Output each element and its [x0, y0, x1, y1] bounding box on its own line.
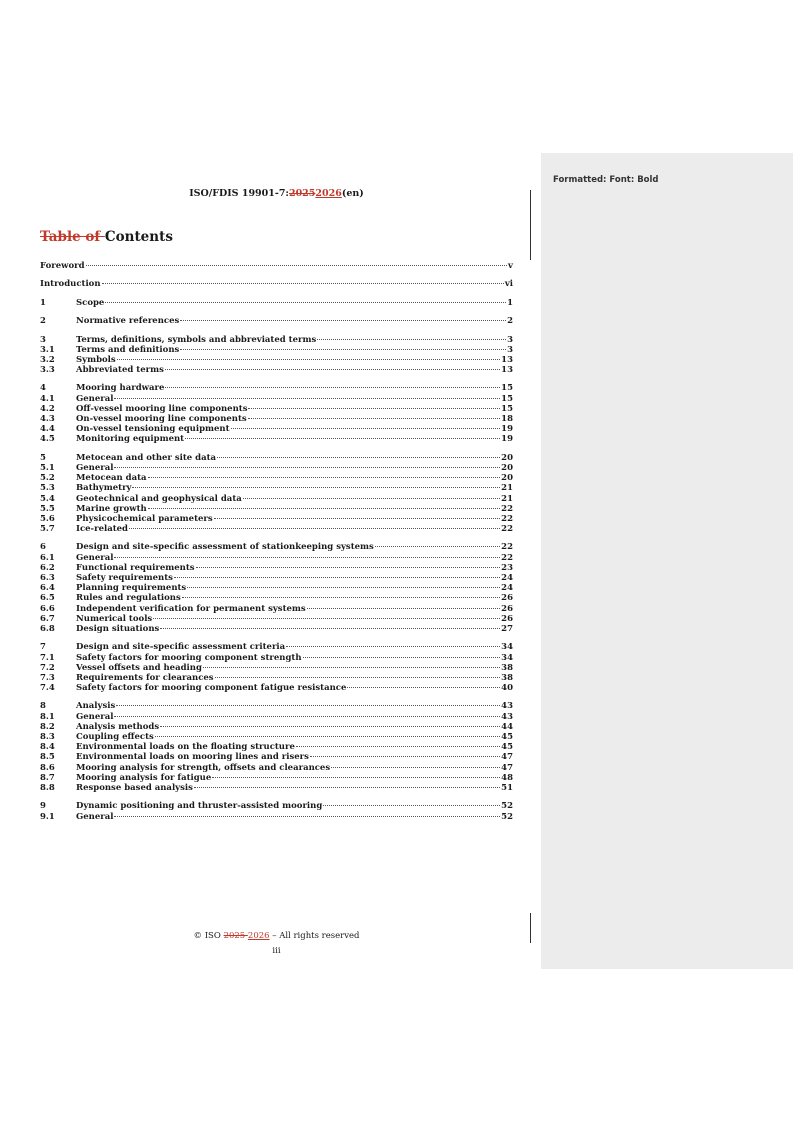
page-number: iii: [272, 946, 281, 956]
toc-entry-page[interactable]: 18: [501, 414, 513, 424]
toc-entry-number: 8.7: [40, 772, 55, 783]
toc-entry-page[interactable]: 24: [501, 583, 513, 594]
toc-entry-page[interactable]: 19: [501, 424, 513, 435]
toc-entry-page[interactable]: 24: [501, 573, 513, 583]
toc-entry-label[interactable]: Vessel offsets and heading: [76, 662, 202, 673]
toc-entry[interactable]: [40, 642, 513, 652]
toc-leader-dots: [248, 417, 500, 419]
toc-entry-page[interactable]: 15: [501, 403, 513, 414]
toc-entry-page[interactable]: 43: [501, 701, 513, 712]
toc-entry-page[interactable]: 44: [501, 721, 513, 732]
toc-entry-page[interactable]: 51: [501, 782, 513, 793]
toc-entry[interactable]: [40, 583, 513, 593]
toc-leader-dots: [310, 755, 500, 757]
change-bar: [530, 190, 531, 260]
toc-leader-dots: [286, 645, 500, 647]
toc-entry-number: 8.1: [40, 711, 55, 722]
toc-entry-page[interactable]: 43: [501, 711, 513, 722]
toc-entry-label[interactable]: Design situations: [76, 623, 160, 634]
toc-entry-page[interactable]: 20: [501, 452, 513, 463]
toc-entry[interactable]: [40, 414, 513, 424]
toc-entry-number: 7.1: [40, 652, 55, 663]
toc-entry-label[interactable]: Terms, definitions, symbols and abbreviated terms: [76, 334, 317, 345]
toc-leader-dots: [148, 476, 501, 478]
toc-entry[interactable]: [40, 614, 513, 624]
toc-entry-label[interactable]: Coupling effects: [76, 732, 154, 742]
toc-entry[interactable]: [40, 494, 513, 504]
toc-entry-label[interactable]: Terms and definitions: [76, 344, 180, 355]
toc-entry-number: 7.3: [40, 672, 55, 683]
toc-entry-page[interactable]: 47: [501, 752, 513, 763]
toc-entry-number: 3: [40, 334, 46, 345]
toc-title: [40, 229, 173, 245]
toc-entry-number: 5: [40, 452, 46, 463]
toc-entry[interactable]: [40, 783, 513, 793]
toc-leader-dots: [212, 776, 500, 778]
toc-entry-page[interactable]: 2: [507, 316, 513, 327]
toc-entry-label[interactable]: Requirements for clearances: [76, 672, 214, 683]
toc-entry-number: 4.1: [40, 393, 55, 404]
toc-entry-label[interactable]: Design and site-specific assessment of stationkeeping systems: [76, 542, 374, 553]
toc-entry[interactable]: [40, 663, 513, 673]
toc-entry-label[interactable]: Response based analysis: [76, 782, 193, 793]
toc-entry[interactable]: [40, 712, 513, 722]
toc-leader-dots: [243, 497, 500, 499]
toc-leader-dots: [174, 576, 500, 578]
toc-entry-label[interactable]: Foreword: [40, 261, 85, 271]
table-of-contents: [40, 261, 513, 822]
toc-entry[interactable]: [40, 404, 513, 414]
toc-entry-number: 5.2: [40, 473, 55, 484]
toc-entry[interactable]: [40, 514, 513, 524]
toc-entry-number: 6.4: [40, 583, 55, 594]
comment-title[interactable]: Formatted: Font: Bold: [553, 175, 659, 185]
toc-entry-page[interactable]: 47: [501, 762, 513, 773]
toc-entry[interactable]: [40, 463, 513, 473]
toc-entry[interactable]: [40, 673, 513, 683]
toc-entry-page[interactable]: 38: [501, 672, 513, 683]
toc-leader-dots: [231, 427, 501, 429]
toc-entry[interactable]: [40, 298, 513, 308]
toc-entry-label[interactable]: Ice-related: [76, 524, 128, 535]
toc-leader-dots: [248, 407, 500, 409]
toc-entry-number: 6.8: [40, 623, 55, 634]
toc-entry-number: 8.5: [40, 752, 55, 763]
toc-leader-dots: [102, 282, 504, 284]
toc-entry[interactable]: [40, 394, 513, 404]
toc-entry-label[interactable]: Metocean data: [76, 473, 147, 484]
toc-entry-label[interactable]: On-vessel mooring line components: [76, 414, 247, 424]
toc-leader-dots: [153, 617, 500, 619]
toc-entry[interactable]: [40, 355, 513, 365]
toc-leader-dots: [86, 264, 508, 266]
toc-entry[interactable]: [40, 524, 513, 534]
toc-leader-dots: [160, 725, 500, 727]
toc-entry-label[interactable]: General: [76, 393, 114, 404]
toc-entry[interactable]: [40, 653, 513, 663]
toc-entry-page[interactable]: 22: [501, 524, 513, 535]
toc-entry[interactable]: [40, 542, 513, 552]
toc-entry-page[interactable]: 20: [501, 462, 513, 473]
toc-entry-page[interactable]: 22: [501, 542, 513, 553]
toc-entry-page[interactable]: 52: [501, 811, 513, 822]
toc-leader-dots: [132, 486, 500, 488]
toc-entry-number: 5.6: [40, 513, 55, 524]
toc-leader-dots: [116, 704, 500, 706]
toc-leader-dots: [155, 735, 500, 737]
toc-entry[interactable]: [40, 773, 513, 783]
toc-entry[interactable]: [40, 683, 513, 693]
toc-entry[interactable]: [40, 624, 513, 634]
toc-entry-page[interactable]: 20: [501, 473, 513, 484]
toc-entry-page[interactable]: 22: [501, 503, 513, 514]
toc-entry-number: 8.2: [40, 721, 55, 732]
toc-entry-number: 6.7: [40, 613, 55, 624]
toc-entry-page[interactable]: 22: [501, 513, 513, 524]
toc-entry-page[interactable]: 19: [501, 434, 513, 445]
toc-entry-page[interactable]: 27: [501, 623, 513, 634]
toc-leader-dots: [165, 368, 500, 370]
toc-leader-dots: [203, 666, 500, 668]
toc-entry-page[interactable]: 21: [501, 483, 513, 494]
toc-entry-label[interactable]: Analysis methods: [76, 721, 160, 732]
toc-entry-number: 5.7: [40, 524, 55, 535]
toc-entry-number: 6.1: [40, 552, 55, 563]
toc-entry-page[interactable]: 3: [507, 334, 513, 345]
toc-entry-label[interactable]: Mooring hardware: [76, 383, 165, 394]
toc-entry-number: 8.8: [40, 782, 55, 793]
toc-leader-dots: [187, 586, 500, 588]
toc-entry[interactable]: [40, 593, 513, 603]
toc-entry-label[interactable]: Normative references: [76, 316, 180, 327]
toc-leader-dots: [194, 786, 500, 788]
toc-leader-dots: [114, 556, 500, 558]
toc-entry-page[interactable]: 26: [501, 613, 513, 624]
toc-entry-label[interactable]: Physicochemical parameters: [76, 513, 213, 524]
toc-leader-dots: [114, 466, 500, 468]
toc-leader-dots: [182, 596, 500, 598]
toc-leader-dots: [185, 437, 500, 439]
toc-leader-dots: [129, 527, 500, 529]
toc-entry[interactable]: [40, 732, 513, 742]
toc-entry-label[interactable]: On-vessel tensioning equipment: [76, 424, 230, 435]
toc-entry-label[interactable]: Mooring analysis for strength, offsets and clearances: [76, 762, 331, 773]
toc-entry-label[interactable]: Environmental loads on mooring lines and risers: [76, 752, 309, 763]
toc-entry-page[interactable]: 52: [501, 801, 513, 812]
toc-entry-page[interactable]: 45: [501, 732, 513, 742]
toc-entry-page[interactable]: 13: [501, 354, 513, 365]
toc-leader-dots: [296, 745, 500, 747]
toc-leader-dots: [347, 686, 500, 688]
toc-entry-label[interactable]: General: [76, 711, 114, 722]
toc-leader-dots: [148, 507, 500, 509]
toc-title-text: Contents: [104, 229, 173, 245]
toc-leader-dots: [114, 815, 500, 817]
toc-entry-label[interactable]: Safety factors for mooring component fatigue resistance: [76, 683, 347, 694]
toc-entry-number: 2: [40, 316, 46, 327]
toc-entry-page[interactable]: 3: [507, 344, 513, 355]
toc-entry-page[interactable]: 48: [501, 772, 513, 783]
toc-entry-label[interactable]: Introduction: [40, 279, 101, 290]
toc-leader-dots: [114, 397, 500, 399]
toc-entry-page[interactable]: 38: [501, 662, 513, 673]
toc-entry[interactable]: [40, 261, 513, 271]
toc-entry-number: 7: [40, 642, 46, 653]
toc-entry-number: 3.3: [40, 365, 55, 376]
toc-entry-number: 5.4: [40, 493, 55, 504]
toc-entry-label[interactable]: Mooring analysis for fatigue: [76, 772, 212, 783]
toc-leader-dots: [323, 804, 500, 806]
toc-entry-page[interactable]: 21: [501, 493, 513, 504]
toc-entry[interactable]: [40, 742, 513, 752]
toc-entry-number: 5.3: [40, 483, 55, 494]
toc-entry[interactable]: [40, 563, 513, 573]
toc-entry-number: 8: [40, 701, 46, 712]
toc-entry[interactable]: [40, 801, 513, 811]
toc-entry[interactable]: [40, 483, 513, 493]
footer-year-inserted: 2026: [247, 931, 270, 941]
toc-entry[interactable]: [40, 763, 513, 773]
toc-entry[interactable]: [40, 316, 513, 326]
toc-entry[interactable]: [40, 335, 513, 345]
comment-pane[interactable]: [541, 153, 793, 969]
document-header: [40, 188, 513, 199]
toc-entry-label[interactable]: Metocean and other site data: [76, 452, 217, 463]
toc-entry-label[interactable]: Safety factors for mooring component strength: [76, 652, 302, 663]
toc-entry[interactable]: [40, 722, 513, 732]
toc-leader-dots: [215, 676, 501, 678]
toc-entry[interactable]: [40, 604, 513, 614]
toc-entry[interactable]: [40, 752, 513, 762]
toc-leader-dots: [196, 566, 501, 568]
toc-entry-number: 7.4: [40, 683, 55, 694]
toc-entry[interactable]: [40, 279, 513, 289]
toc-entry-page[interactable]: 40: [501, 683, 513, 694]
toc-entry-number: 1: [40, 297, 46, 308]
toc-entry-label[interactable]: Marine growth: [76, 503, 147, 514]
toc-leader-dots: [117, 358, 500, 360]
toc-entry-page[interactable]: 22: [501, 552, 513, 563]
toc-entry[interactable]: [40, 573, 513, 583]
toc-entry-number: 6.6: [40, 603, 55, 614]
toc-entry-label[interactable]: Bathymetry: [76, 483, 132, 494]
toc-entry-label[interactable]: Rules and regulations: [76, 593, 181, 604]
toc-entry-page[interactable]: 34: [501, 642, 513, 653]
toc-leader-dots: [317, 338, 506, 340]
toc-entry-number: 4.2: [40, 403, 55, 414]
toc-entry[interactable]: [40, 345, 513, 355]
footer-prefix: © ISO: [193, 931, 224, 941]
toc-entry-number: 8.4: [40, 742, 55, 753]
toc-entry[interactable]: [40, 553, 513, 563]
toc-entry[interactable]: [40, 701, 513, 711]
toc-entry-label[interactable]: Abbreviated terms: [76, 365, 164, 376]
toc-entry-page[interactable]: 23: [501, 562, 513, 573]
toc-entry-page[interactable]: 13: [501, 365, 513, 376]
toc-entry-label[interactable]: Symbols: [76, 354, 116, 365]
toc-entry[interactable]: [40, 453, 513, 463]
toc-entry-page[interactable]: 15: [501, 393, 513, 404]
toc-leader-dots: [303, 656, 501, 658]
toc-entry-page[interactable]: v: [508, 261, 513, 271]
toc-entry[interactable]: [40, 504, 513, 514]
toc-entry-number: 8.3: [40, 732, 55, 742]
toc-entry-number: 6.3: [40, 573, 55, 583]
toc-entry-label[interactable]: Off-vessel mooring line components: [76, 403, 248, 414]
toc-entry-number: 6: [40, 542, 46, 553]
toc-entry-number: 4.4: [40, 424, 55, 435]
toc-entry-number: 5.1: [40, 462, 55, 473]
toc-entry-label[interactable]: Planning requirements: [76, 583, 187, 594]
toc-leader-dots: [307, 607, 500, 609]
toc-entry[interactable]: [40, 424, 513, 434]
toc-leader-dots: [165, 386, 500, 388]
toc-entry-label[interactable]: Monitoring equipment: [76, 434, 185, 445]
toc-entry-label[interactable]: Safety requirements: [76, 573, 173, 583]
toc-entry-number: 5.5: [40, 503, 55, 514]
toc-entry-label[interactable]: General: [76, 462, 114, 473]
header-prefix: ISO/FDIS 19901-7:: [189, 188, 289, 199]
toc-entry-label[interactable]: Numerical tools: [76, 613, 153, 624]
footer-suffix: – All rights reserved: [269, 931, 360, 941]
toc-entry[interactable]: [40, 473, 513, 483]
toc-entry-number: 9.1: [40, 811, 55, 822]
toc-entry[interactable]: [40, 365, 513, 375]
toc-entry-label[interactable]: Environmental loads on the floating structure: [76, 742, 295, 753]
toc-entry-label[interactable]: General: [76, 552, 114, 563]
toc-entry[interactable]: [40, 812, 513, 822]
footer-year-deleted: 2025: [223, 931, 248, 941]
toc-entry-page[interactable]: vi: [504, 279, 513, 290]
header-suffix: (en): [341, 188, 364, 199]
toc-entry-page[interactable]: 26: [501, 593, 513, 604]
toc-entry-label[interactable]: Geotechnical and geophysical data: [76, 493, 242, 504]
toc-entry-number: 4.5: [40, 434, 55, 445]
toc-leader-dots: [214, 517, 500, 519]
toc-leader-dots: [160, 627, 500, 629]
toc-entry-number: 6.5: [40, 593, 55, 604]
toc-leader-dots: [180, 319, 506, 321]
toc-entry-number: 3.2: [40, 354, 55, 365]
toc-leader-dots: [105, 301, 506, 303]
toc-entry[interactable]: [40, 383, 513, 393]
toc-entry-label[interactable]: General: [76, 811, 114, 822]
toc-entry-number: 4: [40, 383, 46, 394]
toc-entry-label[interactable]: Analysis: [76, 701, 116, 712]
toc-leader-dots: [180, 348, 506, 350]
toc-entry-number: 4.3: [40, 414, 55, 424]
toc-leader-dots: [331, 766, 500, 768]
toc-entry-label[interactable]: Design and site-specific assessment criteria: [76, 642, 286, 653]
toc-entry-number: 7.2: [40, 662, 55, 673]
header-year-inserted: 2026: [315, 188, 342, 199]
toc-entry[interactable]: [40, 434, 513, 444]
toc-entry-number: 9: [40, 801, 46, 812]
toc-leader-dots: [114, 715, 500, 717]
toc-leader-dots: [217, 456, 500, 458]
toc-leader-dots: [375, 545, 500, 547]
toc-entry-page[interactable]: 34: [501, 652, 513, 663]
toc-entry-label[interactable]: Functional requirements: [76, 562, 195, 573]
change-bar: [530, 913, 531, 943]
header-year-deleted: 2025: [288, 188, 316, 199]
toc-entry-label[interactable]: Independent verification for permanent systems: [76, 603, 306, 614]
toc-entry-page[interactable]: 15: [501, 383, 513, 394]
toc-entry-number: 3.1: [40, 344, 55, 355]
footer-copyright: [40, 931, 513, 941]
toc-entry-label[interactable]: Scope: [76, 297, 105, 308]
toc-entry-page[interactable]: 26: [501, 603, 513, 614]
toc-entry-page[interactable]: 45: [501, 742, 513, 753]
toc-title-deleted: Table of: [40, 229, 105, 245]
toc-entry-number: 8.6: [40, 762, 55, 773]
toc-entry-number: 6.2: [40, 562, 55, 573]
toc-entry-page[interactable]: 1: [507, 297, 513, 308]
toc-entry-label[interactable]: Dynamic positioning and thruster-assisted mooring: [76, 801, 323, 812]
